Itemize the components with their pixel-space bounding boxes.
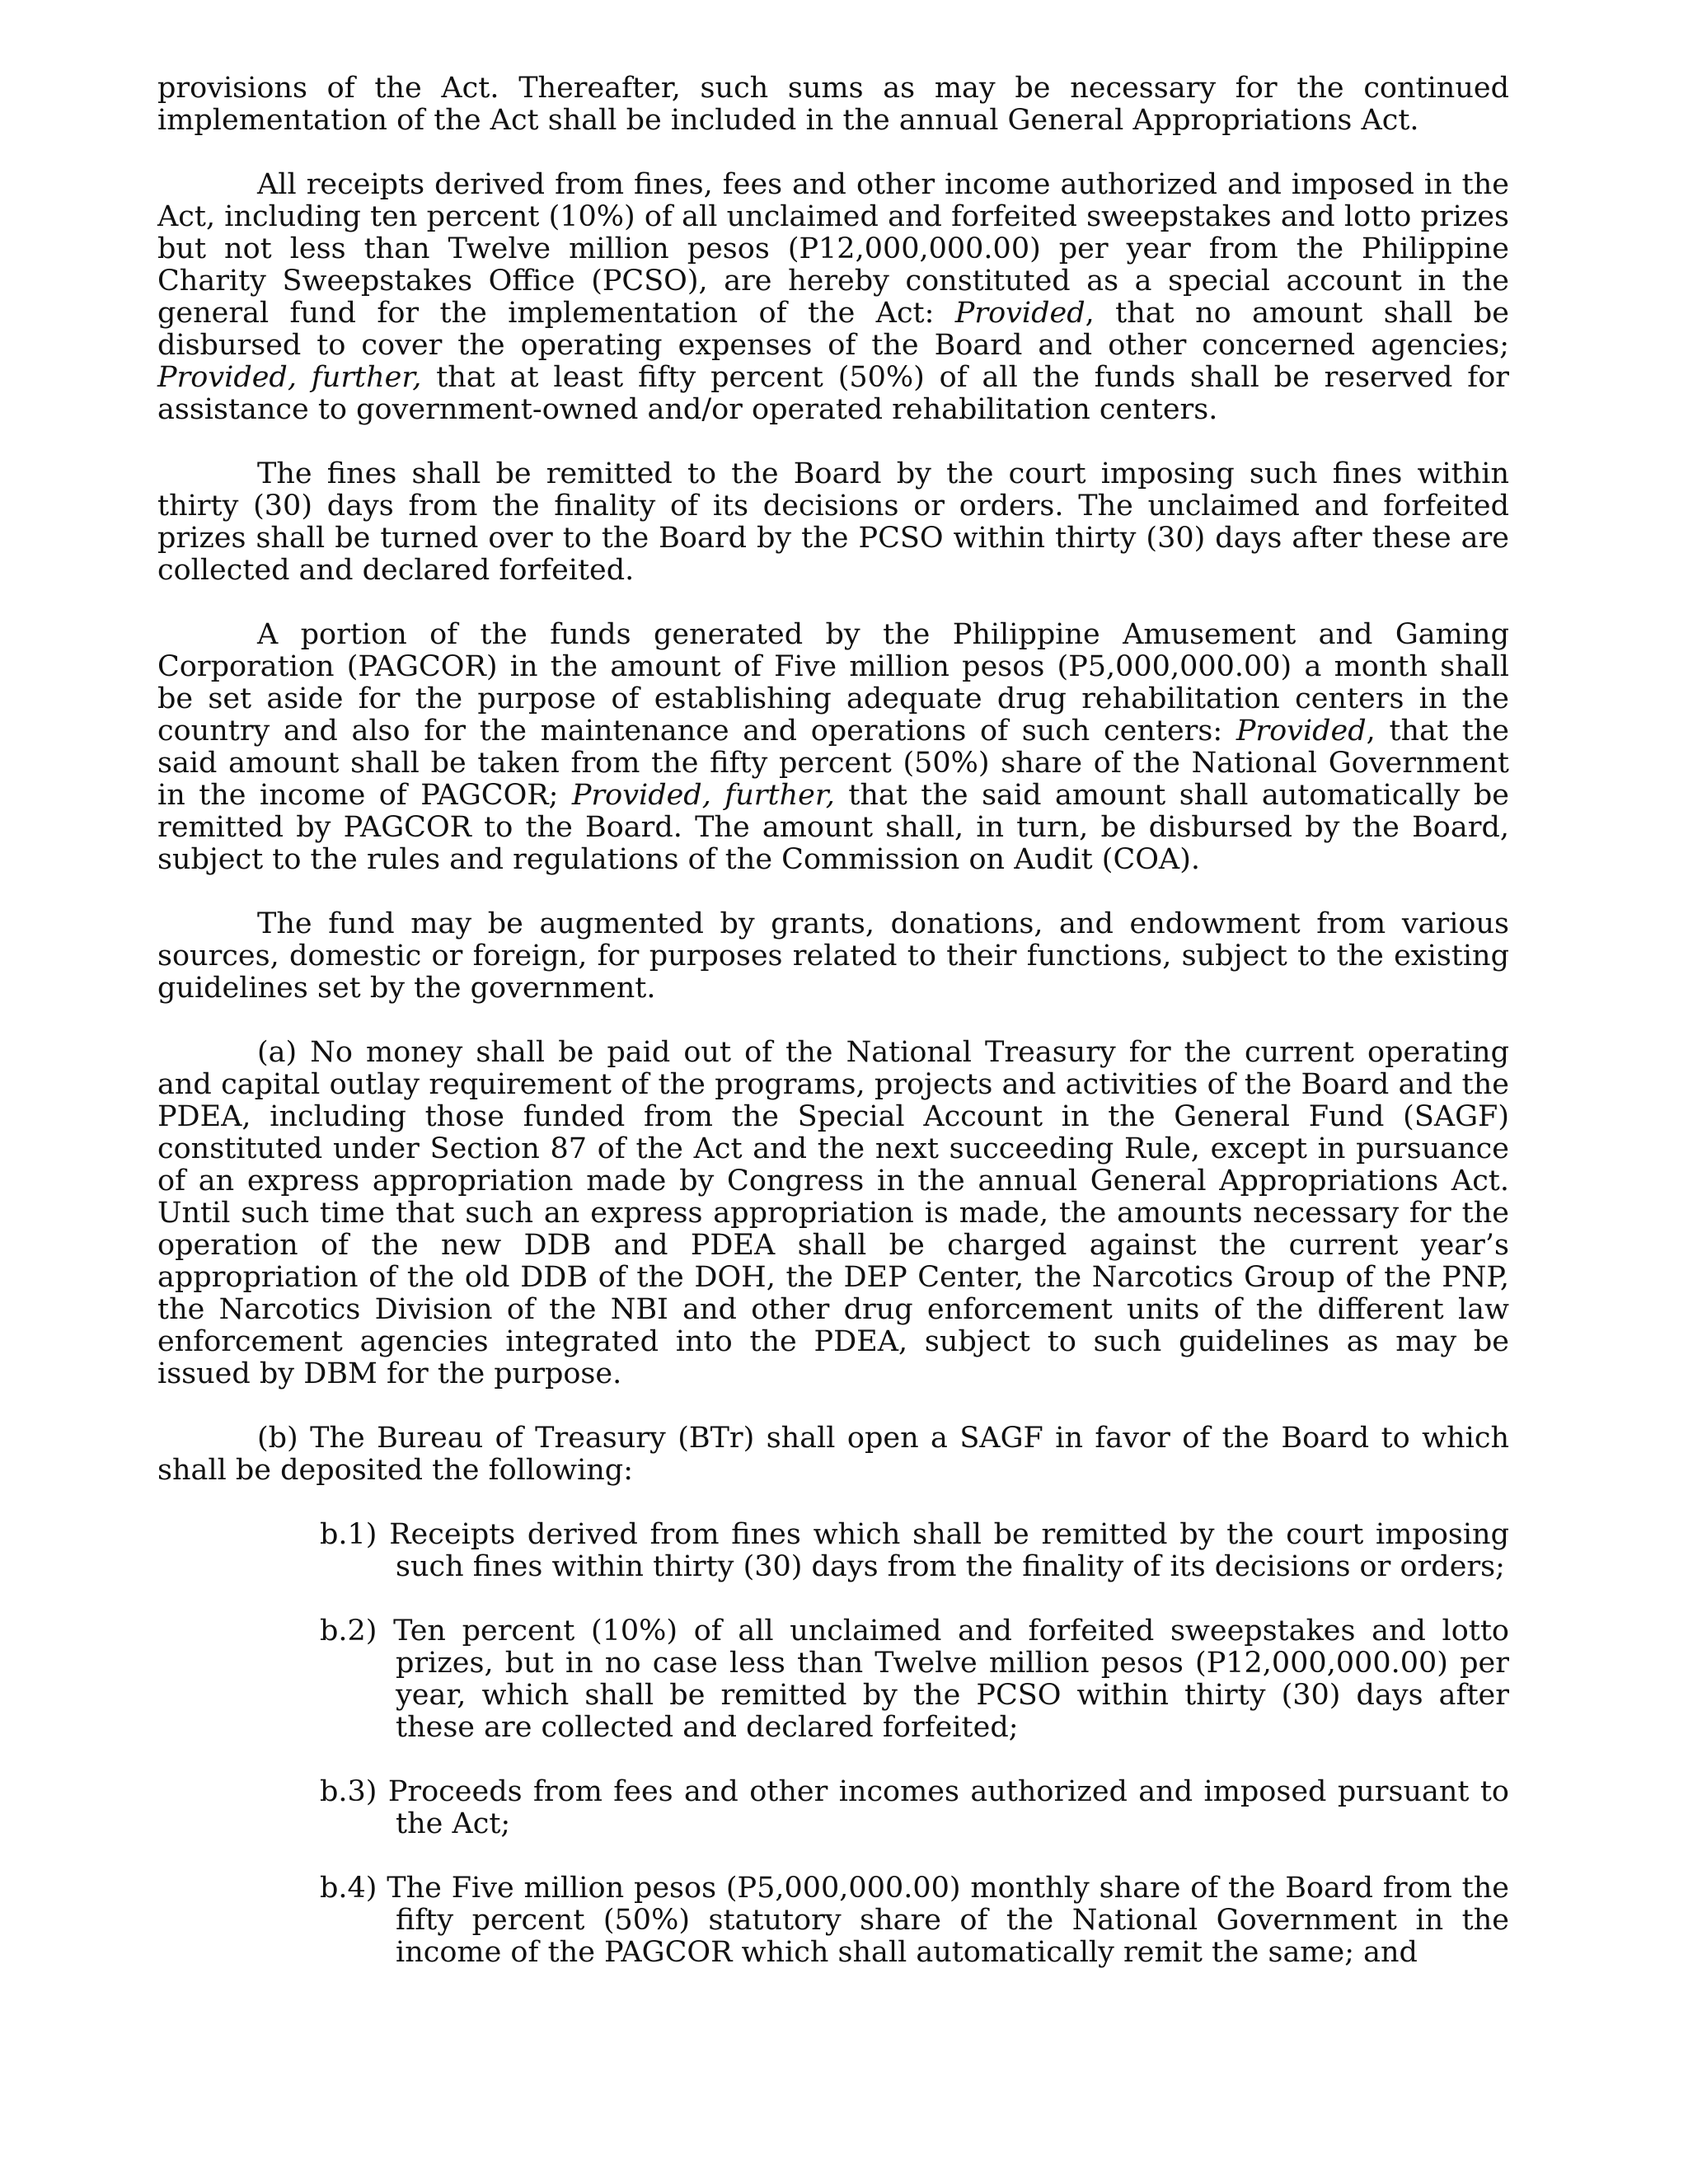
document-page	[157, 73, 1509, 2001]
paragraph-text: A portion of the funds generated by the Philippine Amusement and Gaming Corporation (PAGCOR) in the amount of Five million pesos (P5,000,000.00) a month shall be set aside for the purpose of establishing adequate drug rehabilitation centers in the country and also for the maintenance and operations of such centers:	[157, 618, 1509, 748]
list-item-b2: b.2) Ten percent (10%) of all unclaimed and forfeited sweepstakes and lotto prizes, but in no case less than Twelve million pesos (P12,000,000.00) per year, which shall be remitted by the PCSO within thirty (30) days after these are collected and declared forfeited;	[320, 1615, 1509, 1744]
paragraph-text: that the said amount shall automatically be remitted by PAGCOR to the Board. The amount shall, in turn, be disbursed by the Board, subject to the rules and regulations of the Commission on Audit (COA).	[157, 779, 1509, 876]
proviso-further-emphasis: Provided, further,	[571, 779, 835, 812]
proviso-emphasis: Provided	[954, 297, 1085, 330]
list-item-b4: b.4) The Five million pesos (P5,000,000.00) monthly share of the Board from the fifty percent (50%) statutory share of the National Government in the income of the PAGCOR which shall automatically remit the same; and	[320, 1872, 1509, 1969]
proviso-emphasis: Provided	[1236, 715, 1367, 748]
paragraph-fund-augmentation: The fund may be augmented by grants, donations, and endowment from various sources, domestic or foreign, for purposes related to their functions, subject to the existing guidelines set by the government.	[157, 907, 1509, 1005]
paragraph-receipts-special-account	[157, 169, 1509, 426]
list-item-b1: b.1) Receipts derived from fines which shall be remitted by the court imposing such fines within thirty (30) days from the finality of its decisions or orders;	[320, 1518, 1509, 1583]
paragraph-text: All receipts derived from fines, fees and other income authorized and imposed in the Act, including ten percent (10%) of all unclaimed and forfeited sweepstakes and lotto prizes but not less than Twelve million pesos (P12,000,000.00) per year from the Philippine Charity Sweepstakes Office (PCSO), are hereby constituted as a special account in the general fund for the implementation of the Act:	[157, 168, 1509, 330]
paragraph-text: , that the said amount shall be taken from the fifty percent (50%) share of the National Government in the income of PAGCOR;	[157, 715, 1510, 812]
paragraph-national-treasury: (a) No money shall be paid out of the National Treasury for the current operating and capital outlay requirement of the programs, projects and activities of the Board and the PDEA, including those funded from the Special Account in the General Fund (SAGF) constituted under Section 87 of the Act and the next succeeding Rule, except in pursuance of an express appropriation made by Congress in the annual General Appropriations Act. Until such time that such an express appropriation is made, the amounts necessary for the operation of the new DDB and PDEA shall be charged against the current year’s appropriation of the old DDB of the DOH, the DEP Center, the Narcotics Group of the PNP, the Narcotics Division of the NBI and other drug enforcement units of the different law enforcement agencies integrated into the PDEA, subject to such guidelines as may be issued by DBM for the purpose.	[157, 1036, 1509, 1390]
paragraph-pagcor-funds	[157, 619, 1509, 876]
paragraph-provisions-continuation: provisions of the Act. Thereafter, such sums as may be necessary for the continued implementation of the Act shall be included in the annual General Appropriations Act.	[157, 72, 1509, 137]
paragraph-fines-remittance: The fines shall be remitted to the Board by the court imposing such fines within thirty (30) days from the finality of its decisions or orders. The unclaimed and forfeited prizes shall be turned over to the Board by the PCSO within thirty (30) days after these are collected and declared forfeited.	[157, 457, 1509, 587]
list-item-b3: b.3) Proceeds from fees and other incomes authorized and imposed pursuant to the Act;	[320, 1775, 1509, 1840]
paragraph-btr-sagf: (b) The Bureau of Treasury (BTr) shall open a SAGF in favor of the Board to which shall be deposited the following:	[157, 1422, 1509, 1487]
paragraph-text: that at least fifty percent (50%) of all the funds shall be reserved for assistance to government-owned and/or operated rehabilitation centers.	[157, 361, 1509, 426]
paragraph-text: , that no amount shall be disbursed to cover the operating expenses of the Board and other concerned agencies;	[157, 297, 1509, 362]
proviso-further-emphasis: Provided, further,	[157, 361, 422, 394]
